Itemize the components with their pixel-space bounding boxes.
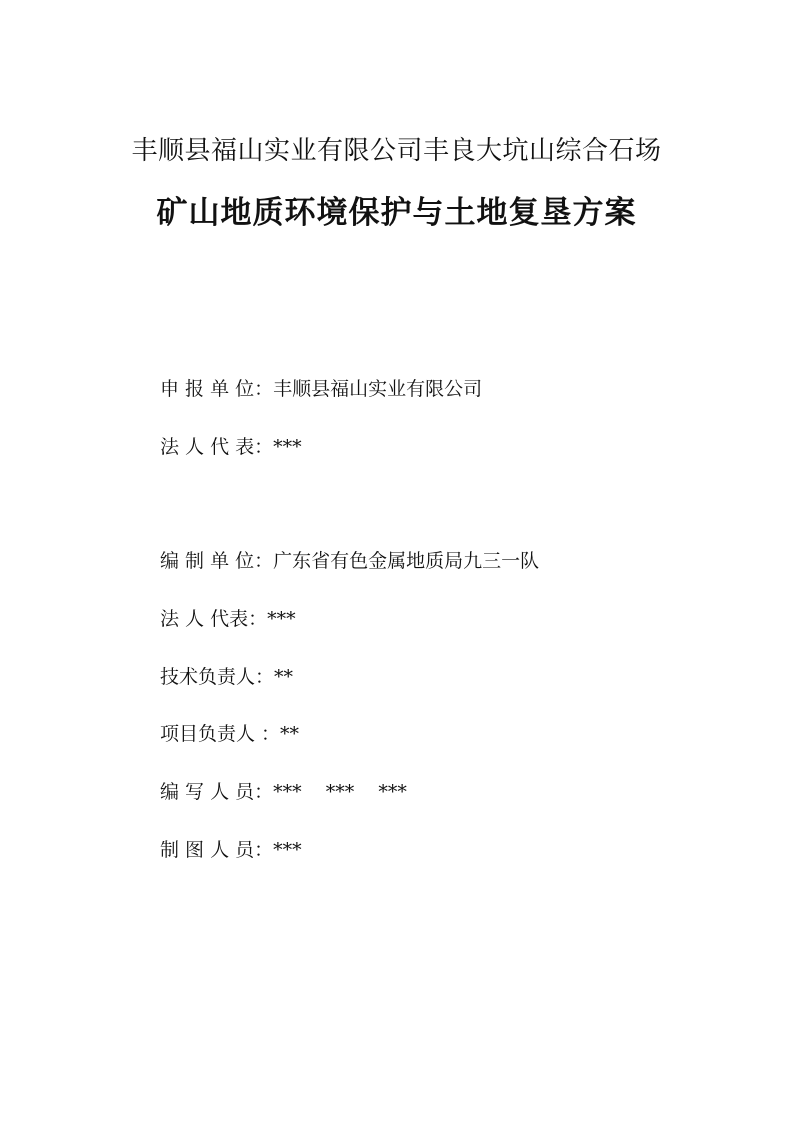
drafters: 制 图 人 员：*** — [160, 839, 302, 861]
document-title-line-1: 丰顺县福山实业有限公司丰良大坑山综合石场 — [131, 136, 662, 166]
compiler-legal-representative: 法 人 代表：*** — [160, 608, 296, 630]
compiler-unit: 编 制 单 位：广东省有色金属地质局九三一队 — [160, 550, 540, 572]
applicant-legal-representative: 法 人 代 表：*** — [160, 436, 302, 458]
project-lead: 项目负责人 ：** — [160, 723, 300, 745]
technical-lead: 技术负责人：** — [160, 666, 294, 688]
document-title-line-2: 矿山地质环境保护与土地复垦方案 — [156, 195, 637, 231]
writers: 编 写 人 员：*** *** *** — [160, 781, 407, 803]
applicant-unit: 申 报 单 位：丰顺县福山实业有限公司 — [160, 378, 483, 400]
